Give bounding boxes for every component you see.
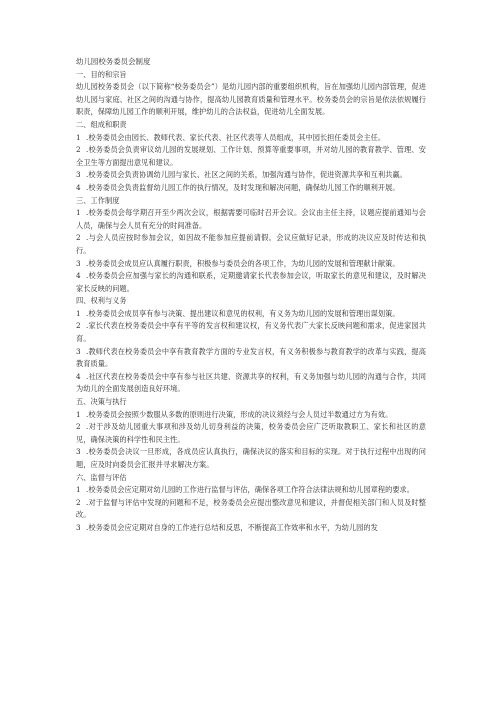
section-heading-rights-duties: 四、权利与义务 bbox=[76, 296, 127, 306]
item-text: .对于涉及幼儿园重大事项和涉及幼儿切身利益的决策，校务委员会应广泛听取教职工、家长和社区的意见，确保决策的科学性和民主性。 bbox=[76, 422, 426, 444]
list-item bbox=[76, 522, 426, 535]
document-body bbox=[76, 56, 426, 535]
item-text: .社区代表在校务委员会中享有参与社区共建、资源共享的权利，有义务加强与幼儿园的沟通与合作，共同为幼儿的全面发展创造良好环境。 bbox=[76, 371, 426, 394]
list-item bbox=[76, 132, 426, 145]
item-number: 1 bbox=[76, 485, 81, 495]
list-item bbox=[76, 232, 426, 257]
list-item bbox=[76, 446, 426, 471]
item-number: 2 bbox=[76, 422, 81, 432]
item-number: 1 bbox=[76, 132, 81, 142]
item-number: 4 bbox=[76, 182, 81, 192]
item-number: 3 bbox=[76, 170, 81, 180]
document-title: 幼儿园校务委员会制度 bbox=[76, 57, 151, 66]
list-item bbox=[76, 346, 426, 371]
item-text: .校务委员会负责监督幼儿园工作的执行情况，及时发现和解决问题，确保幼儿园工作的顺利开展。 bbox=[86, 182, 400, 192]
section-paragraph: 幼儿园校务委员会（以下简称“校务委员会”）是幼儿园内部的重要组织机构，旨在加强幼儿园内部管理，促进幼儿园与家庭、社区之间的沟通与协作，提高幼儿园教育质量和管理水平。校务委员会的宗旨是依法依规履行职责，保障幼儿园工作的顺利开展，维护幼儿的合法权益，促进幼儿全面发展。 bbox=[76, 82, 426, 117]
list-item bbox=[76, 409, 426, 422]
item-text: .校务委员会负责协调幼儿园与家长、社区之间的关系，加强沟通与协作，促进资源共享和互利共赢。 bbox=[86, 170, 407, 180]
item-number: 1 bbox=[76, 308, 81, 318]
item-number: 2 bbox=[76, 145, 81, 155]
item-number: 4 bbox=[76, 271, 81, 281]
item-number: 3 bbox=[76, 346, 81, 356]
item-text: .家长代表在校务委员会中享有平等的发言权和建议权，有义务代表广大家长反映问题和需求，促进家园共育。 bbox=[76, 321, 426, 344]
item-text: .对于监督与评估中发现的问题和不足，校务委员会应提出整改意见和建议，并督促相关部门和人员及时整改。 bbox=[76, 497, 426, 520]
item-text: .校务委员会由园长、教师代表、家长代表、社区代表等人员组成，其中园长担任委员会主任。 bbox=[86, 132, 386, 142]
section-heading-supervision: 六、监督与评估 bbox=[76, 472, 127, 482]
item-text: .校务委员会决议一旦形成，各成员应认真执行，确保决议的落实和目标的实现。对于执行过程中出现的问题，应及时向委员会汇报并寻求解决方案。 bbox=[76, 447, 426, 469]
list-item bbox=[76, 371, 426, 396]
section-heading-purpose: 一、目的和宗旨 bbox=[76, 69, 127, 79]
list-item bbox=[76, 182, 426, 195]
list-item bbox=[76, 497, 426, 522]
item-text: .教师代表在校务委员会中享有教育教学方面的专业发言权，有义务积极参与教育教学的改革与实践，提高教育质量。 bbox=[76, 346, 426, 369]
item-number: 1 bbox=[76, 208, 81, 218]
item-number: 2 bbox=[76, 497, 81, 507]
list-item bbox=[76, 169, 426, 182]
item-number: 4 bbox=[76, 371, 81, 381]
item-text: .校务委员会应定期对幼儿园的工作进行监督与评估，确保各项工作符合法律法规和幼儿园章程的要求。 bbox=[86, 485, 415, 495]
item-number: 2 bbox=[76, 233, 81, 243]
item-text: .校务委员会成员应认真履行职责，积极参与委员会的各项工作，为幼儿园的发展和管理献计献策。 bbox=[86, 258, 400, 268]
item-number: 3 bbox=[76, 447, 81, 457]
list-item bbox=[76, 258, 426, 271]
item-text: .校务委员会每学期召开至少两次会议，根据需要可临时召开会议。会议由主任主持，议题应提前通知与会人员，确保与会人员有充分的时间准备。 bbox=[76, 208, 426, 230]
item-text: .校务委员会成员享有参与决策、提出建议和意见的权利，有义务为幼儿园的发展和管理出谋划策。 bbox=[86, 308, 400, 318]
section-heading-decision: 五、决策与执行 bbox=[76, 397, 127, 407]
item-text: .校务委员会按照少数服从多数的原则进行决策，形成的决议须经与会人员过半数通过方为有效。 bbox=[86, 409, 393, 419]
list-item bbox=[76, 270, 426, 295]
item-number: 1 bbox=[76, 409, 81, 419]
item-number: 2 bbox=[76, 321, 81, 331]
section-heading-work-system: 三、工作制度 bbox=[76, 195, 120, 205]
item-text: .校务委员会负责审议幼儿园的发展规划、工作计划、预算等重要事项，并对幼儿园的教育教学、管理、安全卫生等方面提出意见和建议。 bbox=[76, 145, 426, 167]
item-text: .校务委员会应加强与家长的沟通和联系，定期邀请家长代表参加会议，听取家长的意见和建议，及时解决家长反映的问题。 bbox=[76, 271, 426, 293]
list-item bbox=[76, 207, 426, 232]
item-number: 3 bbox=[76, 522, 81, 532]
section-heading-composition: 二、组成和职责 bbox=[76, 119, 127, 129]
list-item bbox=[76, 421, 426, 446]
list-item bbox=[76, 320, 426, 345]
list-item bbox=[76, 484, 426, 497]
item-text: .校务委员会应定期对自身的工作进行总结和反思，不断提高工作效率和水平，为幼儿园的发 bbox=[86, 522, 378, 532]
list-item bbox=[76, 308, 426, 321]
list-item bbox=[76, 144, 426, 169]
item-text: .与会人员应按时参加会议，如因故不能参加应提前请假。会议应做好记录，形成的决议应及时传达和执行。 bbox=[76, 233, 426, 255]
item-number: 3 bbox=[76, 258, 81, 268]
